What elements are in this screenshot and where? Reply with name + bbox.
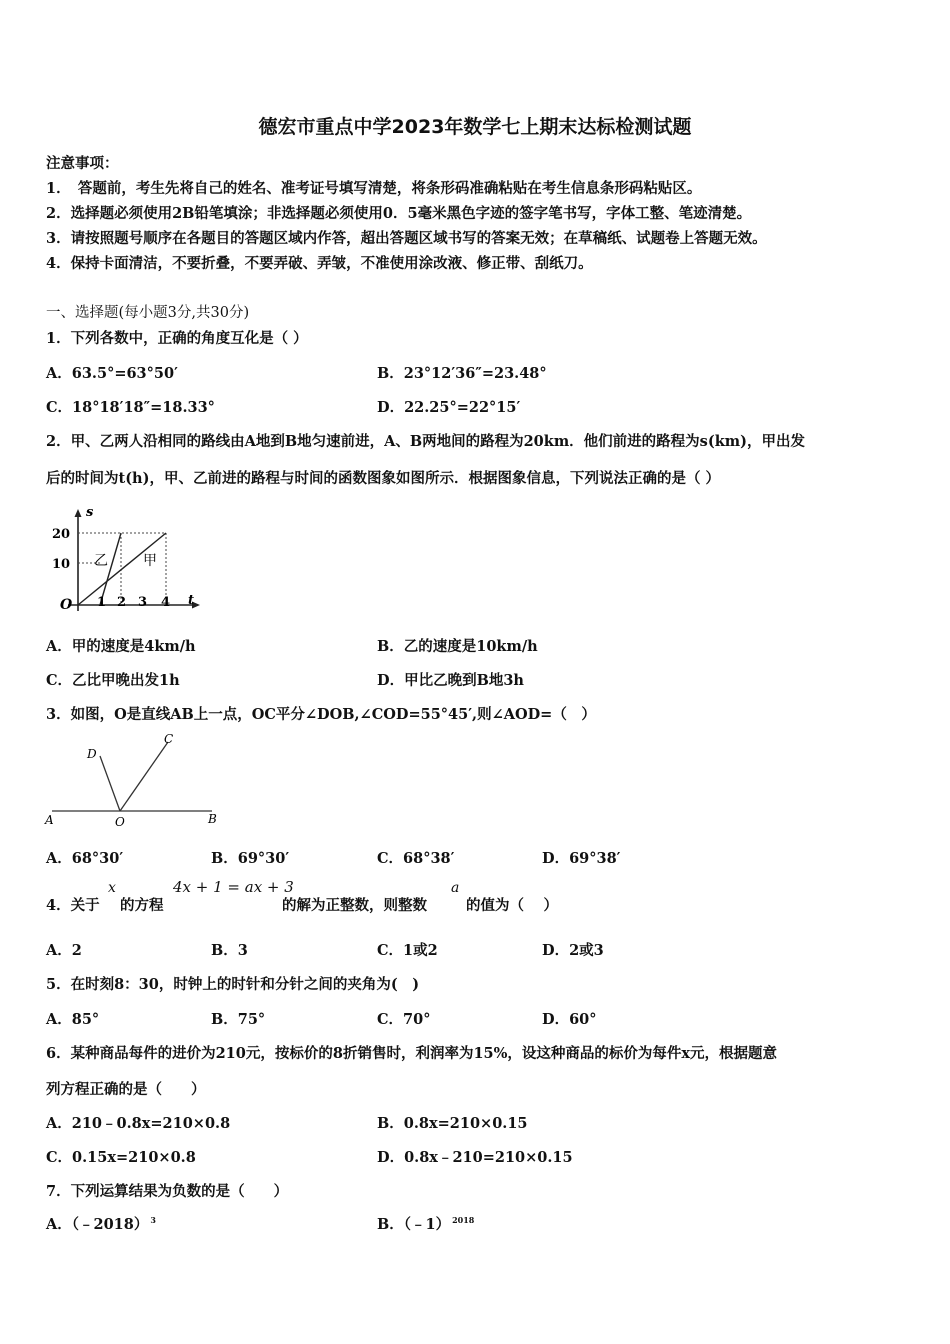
y-tick-20: 20 bbox=[52, 527, 71, 542]
q4-var-a: a bbox=[451, 880, 460, 896]
q6-line-2: 列方程正确的是（ ） bbox=[46, 1081, 206, 1098]
label-jia: 甲 bbox=[143, 553, 157, 569]
q7-option-a bbox=[46, 1213, 156, 1234]
q7-option-b-exponent: 2018 bbox=[452, 1215, 475, 1225]
q6-option-b: B．0.8x=210×0.15 bbox=[377, 1115, 528, 1132]
q4-option-b: B．3 bbox=[211, 942, 248, 959]
x-tick-3: 3 bbox=[138, 595, 148, 610]
q3-option-d: D．69°38′ bbox=[542, 850, 621, 867]
q7-option-b bbox=[377, 1213, 474, 1234]
q3-option-a: A．68°30′ bbox=[46, 850, 124, 867]
point-d-label: D bbox=[87, 747, 97, 761]
q4-post: 的解为正整数，则整数 bbox=[282, 897, 427, 914]
ray-oc bbox=[120, 742, 168, 811]
point-b-label: B bbox=[208, 812, 217, 826]
q6-option-d: D．0.8x﹣210=210×0.15 bbox=[377, 1149, 573, 1166]
y-tick-10: 10 bbox=[52, 557, 71, 572]
y-axis-label: s bbox=[86, 505, 94, 520]
q2-option-b: B．乙的速度是10km/h bbox=[377, 638, 538, 655]
q3-option-c: C．68°38′ bbox=[377, 850, 455, 867]
notice-item-3: 3．请按照题号顺序在各题目的答题区域内作答，超出答题区域书写的答案无效；在草稿纸、试题卷上答题无效。 bbox=[46, 230, 767, 247]
q1-stem: 1．下列各数中，正确的角度互化是（ ） bbox=[46, 330, 308, 347]
y-axis-arrow bbox=[75, 509, 82, 517]
q4-option-c: C．1或2 bbox=[377, 942, 438, 959]
q5-stem: 5．在时刻8：30，时钟上的时针和分针之间的夹角为( ) bbox=[46, 976, 420, 993]
ray-od bbox=[100, 756, 120, 811]
point-c-label: C bbox=[164, 732, 174, 746]
q6-line-1: 6．某种商品每件的进价为210元，按标价的8折销售时，利润率为15%，设这种商品的标价为每件x元，根据题意 bbox=[46, 1045, 778, 1062]
point-o-label: O bbox=[115, 815, 125, 829]
q2-line-1: 2．甲、乙两人沿相同的路线由A地到B地匀速前进，A、B两地间的路程为20km．他们前进的路程为s(km)，甲出发 bbox=[46, 433, 805, 450]
x-axis-label: t bbox=[188, 593, 195, 608]
q5-option-c: C．70° bbox=[377, 1011, 431, 1028]
q7-option-a-exponent: 3 bbox=[150, 1215, 156, 1225]
notice-heading: 注意事项： bbox=[46, 155, 119, 172]
x-tick-2: 2 bbox=[117, 595, 127, 610]
notice-item-4: 4．保持卡面清洁，不要折叠，不要弄破、弄皱，不准使用涂改液、修正带、刮纸刀。 bbox=[46, 255, 593, 272]
q7-stem: 7．下列运算结果为负数的是（ ） bbox=[46, 1183, 289, 1200]
q4-end: 的值为（ ） bbox=[466, 897, 559, 914]
section-heading: 一、选择题(每小题3分,共30分) bbox=[46, 305, 250, 321]
q7-option-a-base: A．（﹣2018） bbox=[46, 1216, 149, 1233]
q5-option-d: D．60° bbox=[542, 1011, 597, 1028]
q4-option-a: A．2 bbox=[46, 942, 82, 959]
q5-option-b: B．75° bbox=[211, 1011, 266, 1028]
origin-label: O bbox=[60, 597, 73, 613]
q1-option-d: D．22.25°=22°15′ bbox=[377, 399, 521, 416]
q2-option-a: A．甲的速度是4km/h bbox=[46, 638, 196, 655]
x-tick-4: 4 bbox=[161, 595, 171, 610]
q1-option-c: C．18°18′18″=18.33° bbox=[46, 399, 215, 416]
x-tick-1: 1 bbox=[97, 595, 107, 610]
q4-var-x: x bbox=[108, 880, 116, 896]
q2-graph bbox=[48, 503, 208, 615]
q4-equation: 4x + 1 = ax + 3 bbox=[173, 878, 294, 896]
q1-option-a: A．63.5°=63°50′ bbox=[46, 365, 178, 382]
q7-option-b-base: B．（﹣1） bbox=[377, 1216, 451, 1233]
q5-option-a: A．85° bbox=[46, 1011, 100, 1028]
notice-item-2: 2．选择题必须使用2B铅笔填涂；非选择题必须使用0．5毫米黑色字迹的签字笔书写，字体工整、笔迹清楚。 bbox=[46, 205, 752, 222]
q4-mid: 的方程 bbox=[120, 897, 164, 914]
q4-option-d: D．2或3 bbox=[542, 942, 604, 959]
q2-option-c: C．乙比甲晚出发1h bbox=[46, 672, 180, 689]
q2-option-d: D．甲比乙晚到B地3h bbox=[377, 672, 524, 689]
label-yi: 乙 bbox=[94, 553, 108, 569]
point-a-label: A bbox=[45, 813, 54, 827]
q6-option-a: A．210﹣0.8x=210×0.8 bbox=[46, 1115, 231, 1132]
page-title: 德宏市重点中学2023年数学七上期末达标检测试题 bbox=[258, 116, 692, 138]
q1-option-b: B．23°12′36″=23.48° bbox=[377, 365, 547, 382]
q2-line-2: 后的时间为t(h)，甲、乙前进的路程与时间的函数图象如图所示．根据图象信息，下列说法正确的是（ ） bbox=[46, 470, 721, 487]
q4-pre: 4．关于 bbox=[46, 897, 100, 914]
q3-figure bbox=[40, 728, 230, 834]
q3-option-b: B．69°30′ bbox=[211, 850, 290, 867]
q6-option-c: C．0.15x=210×0.8 bbox=[46, 1149, 196, 1166]
notice-item-1: 1． 答题前，考生先将自己的姓名、准考证号填写清楚，将条形码准确粘贴在考生信息条形码粘贴区。 bbox=[46, 180, 702, 197]
q3-stem: 3．如图，O是直线AB上一点，OC平分∠DOB,∠COD=55°45′,则∠AOD=（ ） bbox=[46, 706, 596, 723]
